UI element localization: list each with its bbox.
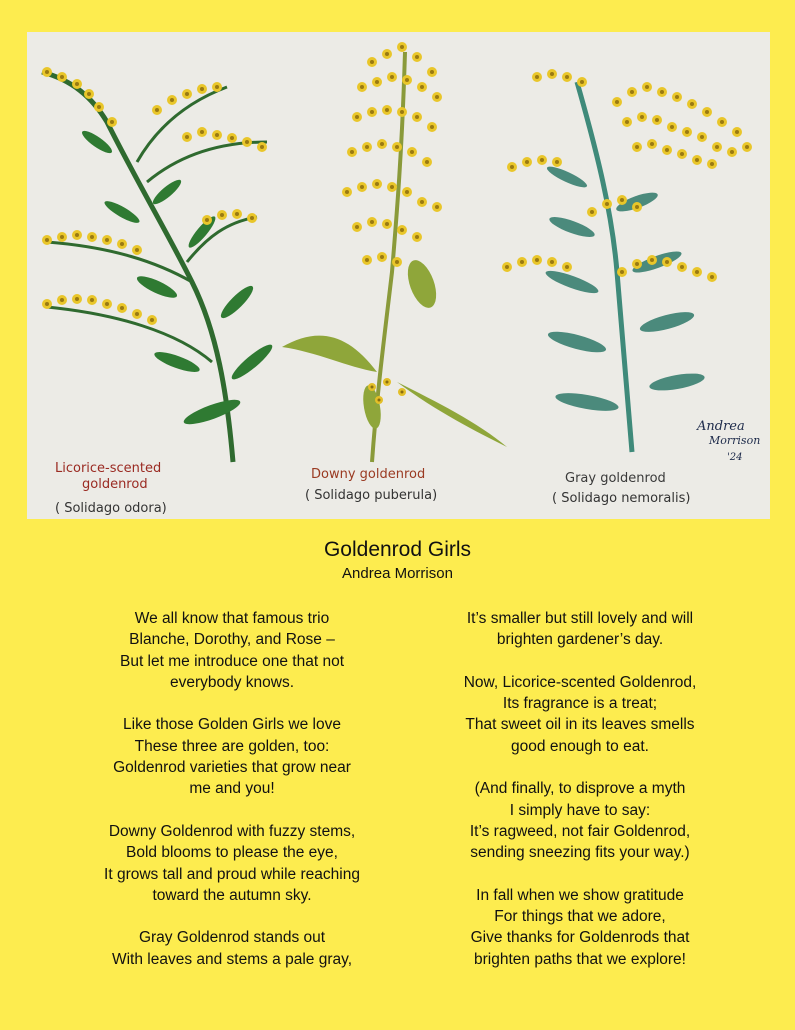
poem-line: Give thanks for Goldenrods that (470, 929, 690, 947)
stanza (52, 821, 412, 906)
stanza (52, 927, 412, 970)
signature-year: '24 (727, 452, 743, 463)
poem-line: everybody knows. (169, 673, 295, 691)
poem-line: Blanche, Dorothy, and Rose – (129, 631, 335, 649)
licorice-caption-line2: goldenrod (82, 477, 148, 492)
poem-line: toward the autumn sky. (152, 886, 312, 904)
poem-line: Goldenrod varieties that grow near (113, 759, 351, 777)
stanza (400, 672, 760, 757)
stanza (52, 714, 412, 799)
poem-line: brighten paths that we explore! (474, 950, 686, 968)
poem-line: We all know that famous trio (134, 610, 330, 627)
stanza (400, 608, 760, 651)
goldenrod-illustration (27, 32, 770, 519)
poem-author: Andrea Morrison (342, 565, 453, 582)
downy-latin-caption: ( Solidago puberula) (305, 488, 438, 503)
poem-right-column (400, 608, 760, 991)
poem-line: Its fragrance is a treat; (502, 695, 658, 713)
poem-line: (And finally, to disprove a myth (474, 780, 686, 798)
licorice-goldenrod-drawing (42, 67, 276, 462)
stanza (52, 608, 412, 693)
poem-line: Downy Goldenrod with fuzzy stems, (108, 822, 356, 840)
poem-line: Gray Goldenrod stands out (138, 929, 326, 947)
stanza (400, 778, 760, 863)
poem-line: It’s ragweed, not fair Goldenrod, (469, 822, 691, 840)
signature-last-name: Morrison (709, 434, 761, 447)
poem-line: For things that we adore, (494, 908, 666, 926)
poem-line: But let me introduce one that not (119, 652, 345, 670)
poem-line: me and you! (189, 780, 275, 798)
poem-line: These three are golden, too: (134, 737, 330, 755)
licorice-caption-line1: Licorice-scented (55, 461, 162, 476)
stanza (400, 885, 760, 970)
downy-caption: Downy goldenrod (311, 467, 426, 482)
poem-line: I simply have to say: (509, 801, 651, 819)
artist-signature (696, 419, 760, 463)
poem-title: Goldenrod Girls (323, 538, 472, 561)
gray-caption: Gray goldenrod (565, 471, 666, 486)
poem-line: Bold blooms to please the eye, (126, 844, 338, 862)
poem-header (0, 538, 795, 583)
licorice-latin-caption: ( Solidago odora) (55, 501, 167, 516)
poem-line: It grows tall and proud while reaching (104, 865, 360, 883)
poem-line: It’s smaller but still lovely and will (466, 610, 694, 627)
poem-left-column (52, 608, 412, 991)
gray-goldenrod-drawing (502, 69, 752, 452)
signature-first-name: Andrea (697, 419, 745, 434)
poem-line: Now, Licorice-scented Goldenrod, (463, 673, 697, 691)
poem-line: brighten gardener’s day. (496, 631, 664, 649)
poem-line: That sweet oil in its leaves smells (465, 716, 695, 734)
poem-line: sending sneezing fits your way.) (470, 844, 690, 862)
gray-latin-caption: ( Solidago nemoralis) (552, 491, 691, 506)
downy-goldenrod-drawing (282, 42, 507, 462)
poem-line: In fall when we show gratitude (476, 886, 684, 904)
poem-line: Like those Golden Girls we love (123, 716, 341, 734)
poem-line: good enough to eat. (511, 737, 649, 755)
poem-line: With leaves and stems a pale gray, (111, 950, 353, 968)
